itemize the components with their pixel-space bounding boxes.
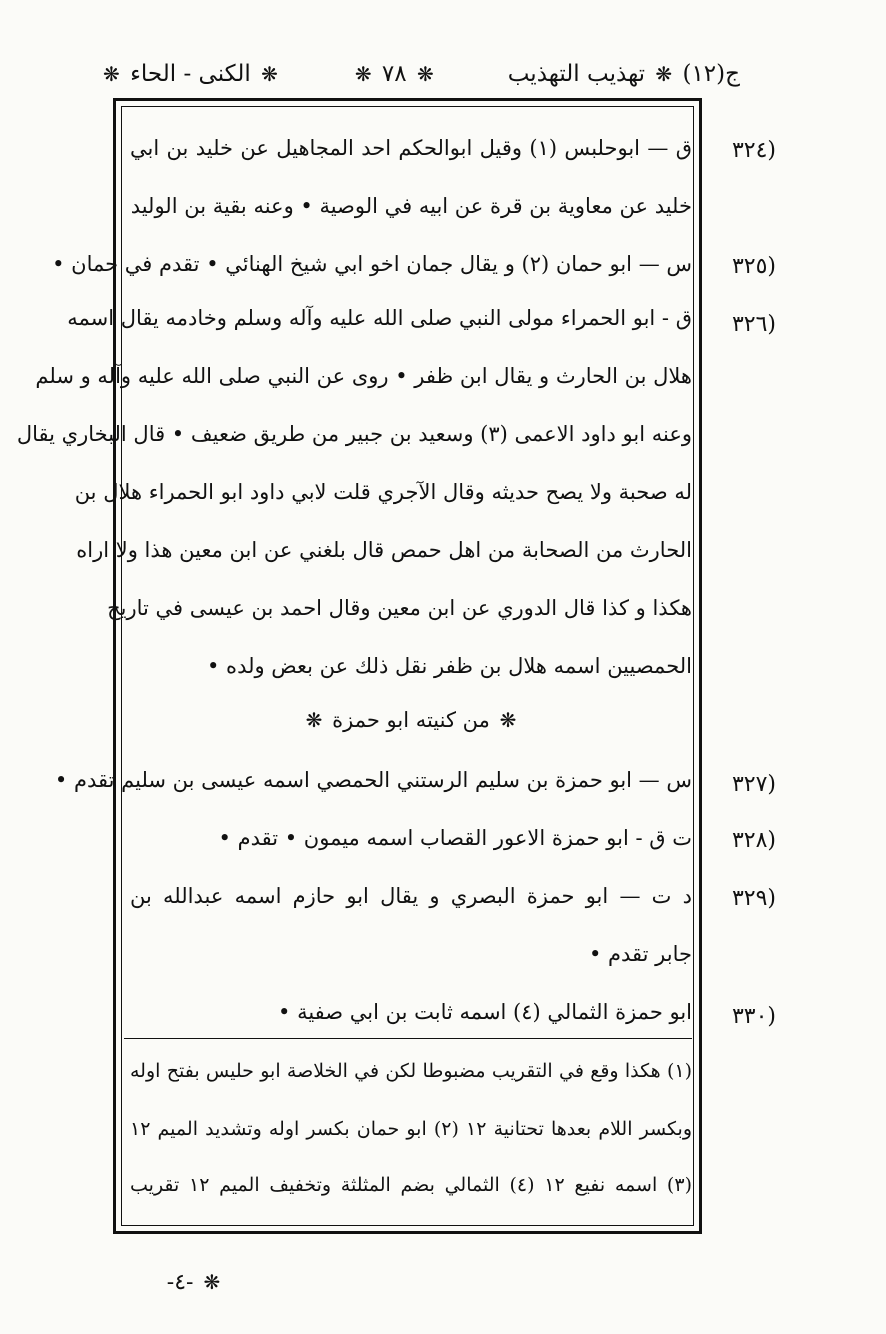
entry-line: ت ق - ابو حمزة الاعور القصاب اسمه ميمون • تقدم • <box>218 826 692 850</box>
entry-number: (٣٢٦ <box>731 312 777 337</box>
entry-line: خليد عن معاوية بن قرة عن ابيه في الوصية • وعنه بقية بن الوليد <box>130 194 692 218</box>
footnote-line: وبكسر اللام بعدها تحتانية ١٢ (٢) ابو حمان بكسر اوله وتشديد الميم ١٢ <box>130 1118 693 1140</box>
entry-line: هلال بن الحارث و يقال ابن ظفر • روى عن النبي صلى الله عليه وآله و سلم <box>35 364 692 388</box>
section-label: ❋ الكنى - الحاء ❋ <box>103 61 278 87</box>
running-header <box>100 52 740 96</box>
volume-label: ج(١٢) ❋ تهذيب التهذيب <box>507 61 740 87</box>
ornament-icon: ❋ <box>103 62 120 86</box>
ornament-icon: ❋ <box>203 1270 221 1294</box>
ornament-icon: ❋ <box>354 62 372 86</box>
entry-line: له صحبة ولا يصح حديثه وقال الآجري قلت لابي داود ابو الحمراء هلال بن <box>74 480 692 504</box>
footnote-line: (٣) اسمه نفيع ١٢ (٤) الثمالي بضم المثلثة وتخفيف الميم ١٢ تقريب <box>130 1174 692 1196</box>
entry-line: الحمصيين اسمه هلال بن ظفر نقل ذلك عن بعض ولده • <box>207 654 692 678</box>
entry-line: الحارث من الصحابة من اهل حمص قال بلغني عن ابن معين هذا ولا اراه <box>76 538 692 562</box>
entry-line: جابر تقدم • <box>588 942 692 966</box>
entry-number: (٣٢٧ <box>731 772 777 797</box>
ornament-icon: ❋ <box>416 62 434 86</box>
ornament-icon: ❋ <box>261 62 278 86</box>
entry-line: ق — ابوحلبس (١) وقيل ابوالحكم احد المجاهيل عن خليد بن ابي <box>130 136 692 160</box>
book-title: تهذيب التهذيب <box>507 61 646 87</box>
page-number-group <box>352 61 437 87</box>
signature-mark: ❋ -٤- <box>166 1270 221 1295</box>
subheading: ❋ من كنيته ابو حمزة ❋ <box>305 708 517 732</box>
footnote-separator <box>124 1038 692 1039</box>
entry-number: (٣٢٩ <box>731 886 777 911</box>
entry-line: ابو حمزة الثمالي (٤) اسمه ثابت بن ابي صفية • <box>278 1000 692 1024</box>
entry-line: وعنه ابو داود الاعمى (٣) وسعيد بن جبير من طريق ضعيف • قال البخاري يقال <box>16 422 692 446</box>
entry-number: (٣٢٥ <box>731 254 777 279</box>
entry-line: هكذا و كذا قال الدوري عن ابن معين وقال احمد بن عيسى في تاريخ <box>107 596 692 620</box>
entry-number: (٣٣٠ <box>731 1004 777 1029</box>
entry-number: (٣٢٤ <box>731 138 777 163</box>
ornament-icon: ❋ <box>499 708 517 732</box>
footnote-line: (١) هكذا وقع في التقريب مضبوطا لكن في الخلاصة ابو حليس بفتح اوله <box>130 1060 692 1082</box>
entry-line: س — ابو حمان (٢) و يقال جمان اخو ابي شيخ الهنائي • تقدم في حمان • <box>52 252 692 276</box>
entry-line: ق - ابو الحمراء مولى النبي صلى الله عليه وآله وسلم وخادمه يقال اسمه <box>67 306 692 330</box>
entry-number: (٣٢٨ <box>731 828 777 853</box>
ornament-icon: ❋ <box>305 708 323 732</box>
entry-line: س — ابو حمزة بن سليم الرستني الحمصي اسمه عيسى بن سليم تقدم • <box>54 768 692 792</box>
entry-line: د ت — ابو حمزة البصري و يقال ابو حازم اسمه عبدالله بن <box>130 884 692 908</box>
ornament-icon: ❋ <box>655 62 673 86</box>
page-number: ٧٨ <box>381 61 407 87</box>
